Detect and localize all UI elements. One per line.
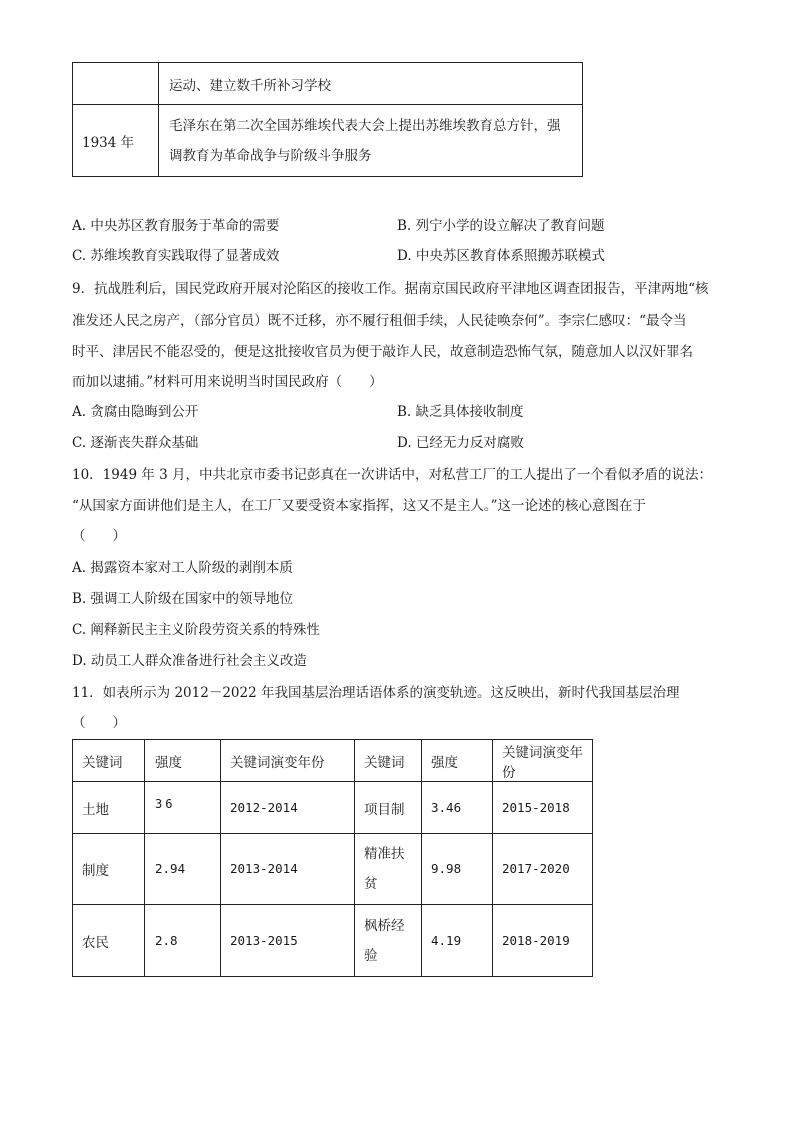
year-cell: 2013-2015 (221, 905, 355, 977)
q10-stem-line1: 10．1949 年 3 月，中共北京市委书记彭真在一次讲话中，对私营工厂的工人提出了一个看似矛盾的说法： (72, 467, 712, 483)
year-cell: 2017-2020 (493, 834, 593, 905)
q8-option-b[interactable]: B. 列宁小学的设立解决了教育问题 (397, 218, 605, 234)
table-row (73, 782, 593, 834)
material-table (72, 62, 583, 177)
keyword-cell: 项目制 (355, 782, 422, 834)
table-row (73, 63, 583, 105)
year-cell: 2018-2019 (493, 905, 593, 977)
q9-stem-line4: 而加以逮捕。”材料可用来说明当时国民政府（ ） (72, 374, 383, 390)
column-header: 强度 (422, 740, 493, 782)
year-cell (73, 63, 159, 105)
column-header: 关键词 (355, 740, 422, 782)
keyword-cell: 农民 (73, 905, 145, 977)
q10-stem-line3: （ ） (72, 528, 126, 544)
column-header: 关键词 (73, 740, 145, 782)
year-cell (73, 105, 159, 177)
q9-option-b[interactable]: B. 缺乏具体接收制度 (397, 404, 524, 420)
q10-stem-line2: “从国家方面讲他们是主人，在工厂又要受资本家指挥，这又不是主人。”这一论述的核心意图在于 (72, 498, 647, 514)
keyword-cell: 精准扶 贫 (355, 834, 422, 905)
table-row (73, 105, 583, 177)
q10-option-c[interactable]: C. 阐释新民主主义阶段劳资关系的特殊性 (72, 622, 320, 638)
content-text: 运动、建立数千所补习学校 (169, 77, 331, 94)
q8-option-a[interactable]: A. 中央苏区教育服务于革命的需要 (72, 218, 280, 234)
content-cell (159, 105, 583, 177)
q10-option-a[interactable]: A. 揭露资本家对工人阶级的剥削本质 (72, 560, 293, 576)
column-header: 关键词演变年份 (493, 740, 593, 782)
year-cell: 2013-2014 (221, 834, 355, 905)
strength-cell: 3.46 (422, 782, 493, 834)
table-header-row (73, 740, 593, 782)
column-header: 强度 (145, 740, 221, 782)
year-cell: 2015-2018 (493, 782, 593, 834)
content-cell (159, 63, 583, 105)
year-text: 1934 年 (82, 134, 135, 151)
table-row (73, 905, 593, 977)
column-header: 关键词演变年份 (221, 740, 355, 782)
keyword-cell: 枫桥经 验 (355, 905, 422, 977)
year-cell: 2012-2014 (221, 782, 355, 834)
keyword-cell: 土地 (73, 782, 145, 834)
q9-stem-line3: 时平、津居民不能忍受的，便是这批接收官员为便于敲诈人民，故意制造恐怖气氛，随意加人以汉奸罪名 (72, 344, 693, 360)
content-text-line2: 调教育为革命战争与阶级斗争服务 (169, 147, 372, 164)
q9-stem-line1: 9．抗战胜利后，国民党政府开展对沦陷区的接收工作。据南京国民政府平津地区调查团报告，平津两地“核 (72, 281, 709, 297)
q10-option-b[interactable]: B. 强调工人阶级在国家中的领导地位 (72, 591, 294, 607)
q9-stem-line2: 准发还人民之房产，（部分官员）既不迁移，亦不履行租佃手续，人民徒唤奈何”。李宗仁感叹：“最令当 (72, 313, 687, 329)
keyword-cell: 制度 (73, 834, 145, 905)
strength-cell: 2.94 (145, 834, 221, 905)
keyword-table (72, 739, 593, 977)
strength-cell: 2.8 (145, 905, 221, 977)
q10-option-d[interactable]: D. 动员工人群众准备进行社会主义改造 (72, 653, 307, 669)
q8-option-d[interactable]: D. 中央苏区教育体系照搬苏联模式 (397, 248, 605, 264)
content-text-line1: 毛泽东在第二次全国苏维埃代表大会上提出苏维埃教育总方针，强 (169, 117, 561, 134)
q9-option-a[interactable]: A. 贪腐由隐晦到公开 (72, 404, 199, 420)
strength-cell: 4.19 (422, 905, 493, 977)
q11-stem-line2: （ ） (72, 715, 126, 731)
q8-option-c[interactable]: C. 苏维埃教育实践取得了显著成效 (72, 248, 280, 264)
q11-stem-line1: 11．如表所示为 2012－2022 年我国基层治理话语体系的演变轨迹。这反映出，新时代我国基层治理 (72, 685, 680, 701)
q9-option-c[interactable]: C. 逐渐丧失群众基础 (72, 435, 199, 451)
table-row (73, 834, 593, 905)
strength-cell: 36 (145, 782, 221, 834)
strength-cell: 9.98 (422, 834, 493, 905)
q9-option-d[interactable]: D. 已经无力反对腐败 (397, 435, 524, 451)
